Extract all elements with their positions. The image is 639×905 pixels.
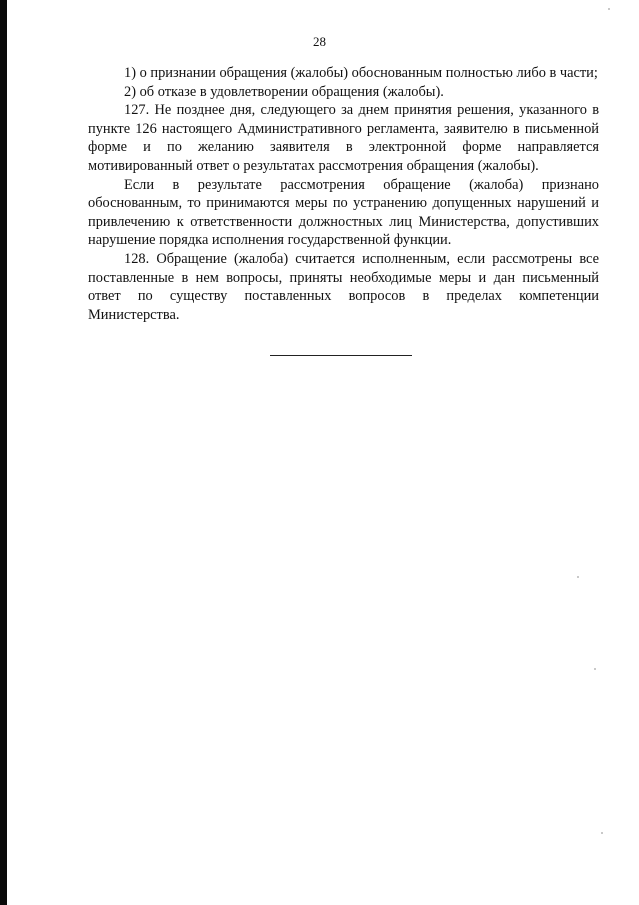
scan-speck <box>577 576 579 578</box>
paragraph-128: 128. Обращение (жалоба) считается исполненным, если рассмотрены все поставленные в нем вопросы, приняты необходимые меры и дан письменный ответ по существу поставленных вопросов в пределах компетенции Министерства. <box>88 250 599 323</box>
scan-speck <box>608 8 610 10</box>
paragraph-measures: Если в результате рассмотрения обращение (жалоба) признано обоснованным, то принимаются меры по устранению допущенных нарушений и привлечению к ответственности должностных лиц Министерства, допустивших нарушение порядка исполнения государственной функции. <box>88 176 599 249</box>
paragraph-item-2: 2) об отказе в удовлетворении обращения (жалобы). <box>124 83 444 100</box>
document-body <box>88 64 599 324</box>
paragraph-item-1: 1) о признании обращения (жалобы) обоснованным полностью либо в части; <box>124 65 598 81</box>
scan-speck <box>601 832 603 834</box>
scan-speck <box>594 668 596 670</box>
paragraph-127: 127. Не позднее дня, следующего за днем принятия решения, указанного в пункте 126 настоящего Административного регламента, заявителю в письменной форме и по желанию заявителя в электронной форме направляется мотивированный ответ о результатах рассмотрения обращения (жалобы). <box>88 102 599 174</box>
end-of-text-rule <box>270 355 412 356</box>
page-number: 28 <box>313 34 326 49</box>
